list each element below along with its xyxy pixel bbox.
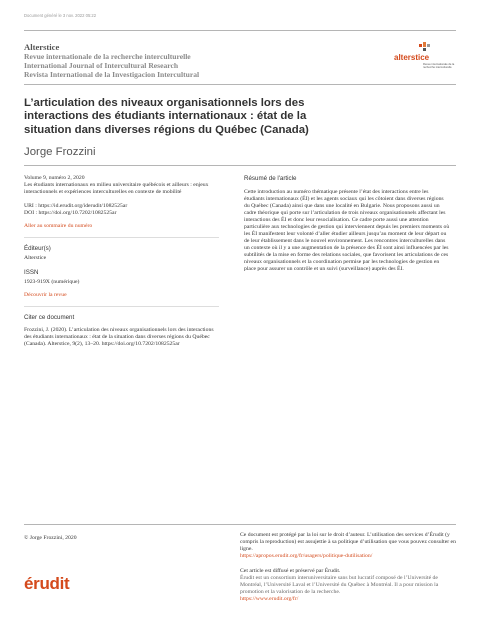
journal-subtitle-fr: Revue internationale de la recherche interculturelle [24, 52, 191, 61]
issue-theme: Les étudiants internationaux en milieu universitaire québécois et ailleurs : enjeux interactionnels et expériences interculturelles en contexte de mobilité [24, 182, 209, 195]
citation-text: Frozzini, J. (2020). L’articulation des niveaux organisationnels lors des interactions des étudiants internationaux : état de la situation dans diverses régions du Québec (Canada). Alterstice, 9(2), 13–20. https://doi.org/10.7202/1082525ar [24, 327, 214, 347]
diffusion-notice: Cet article est diffusé et préservé par Érudit. [240, 568, 341, 574]
issn-value: 1923-919X (numérique) [24, 279, 80, 285]
abstract-label: Résumé de l'article [244, 175, 297, 182]
header-divider [24, 84, 456, 85]
issn-label: ISSN [24, 269, 39, 276]
erudit-logo: érudit [24, 574, 70, 593]
policy-link[interactable]: https://apropos.erudit.org/fr/usagers/politique-dutilisation/ [240, 553, 373, 559]
publisher-value: Alterstice [24, 255, 47, 261]
doi-link[interactable]: DOI : https://doi.org/10.7202/1082525ar [24, 210, 117, 216]
publisher-label: Éditeur(s) [24, 245, 51, 252]
article-title: L’articulation des niveaux organisationnels lors des interactions des étudiants internationaux : état de la situation dans diverses régions du Québec (Canada) [24, 97, 309, 136]
consortium-notice: Érudit est un consortium interuniversitaire sans but lucratif composé de l’Université de Montréal, l’Université Laval et l’Université du Québec à Montréal. Il a pour mission la promotion et la valorisation de la recherche. [240, 575, 439, 595]
title-divider [24, 165, 456, 166]
footer-divider [24, 524, 456, 525]
logo-wordmark: alterstice [394, 53, 430, 62]
abstract-section [244, 175, 450, 273]
rights-notice: Ce document est protégé par la loi sur le droit d’auteur. L’utilisation des services d’Érudit (y compris la reproduction) est assujettie à sa politique d’utilisation que vous pouvez consulter en ligne. [240, 532, 456, 552]
footer-notices [240, 532, 456, 603]
cite-label: Citer ce document [24, 314, 75, 321]
article-author: Jorge Frozzini [24, 146, 96, 158]
logo-tagline: Revue internationale de la recherche interculturelle [423, 63, 455, 69]
alterstice-logo [393, 42, 459, 78]
journal-subtitle-es: Revista International de la Investigacion Intercultural [24, 70, 200, 79]
journal-subtitle-en: International Journal of Intercultural Research [24, 61, 179, 70]
journal-name: Alterstice [24, 42, 60, 52]
volume-number: Volume 9, numéro 2, 2020 [24, 175, 85, 181]
erudit-link[interactable]: https://www.erudit.org/fr/ [240, 596, 299, 602]
discover-journal-link[interactable]: Découvrir la revue [24, 292, 67, 298]
uri-link[interactable]: URI : https://id.erudit.org/iderudit/1082525ar [24, 203, 128, 209]
toc-link[interactable]: Aller au sommaire du numéro [24, 223, 93, 229]
top-divider [24, 30, 456, 31]
generated-date: Document généré le 3 nov. 2022 05:22 [24, 13, 97, 18]
issue-info [24, 175, 219, 348]
copyright: © Jorge Frozzini, 2020 [24, 535, 77, 541]
abstract-text: Cette introduction au numéro thématique présente l’état des interactions entre les étudiants internationaux (ÉI) et les agents sociaux qui les côtoient dans diverses régions du Québec (Canada) ainsi que dans une localité en Bulgarie. Nous proposons aussi un cadre théorique qui porte sur l’articulation de trois niveaux organisationnels affectant les interactions des ÉI et donc leur resocialisation. Ce cadre porte aussi une attention particulière aux technologies de gestion qui interviennent depuis les premiers moments où les ÉI manifestent leur volonté d’aller étudier ailleurs jusqu’au moment de leur départ ou de leur établissement dans le nouvel environnement. Les rencontres interculturelles dans un contexte où il y a une augmentation de la présence des ÉI sont ainsi influencées par les subtilités de la mise en forme des relations sociales, que favorisent les articulations de ces niveaux organisationnels et la coordination permise par les technologies de gestion en place pour assurer un contrôle et un suivi (surveillance) auprès des ÉI. [244, 189, 450, 272]
journal-header [24, 43, 199, 79]
